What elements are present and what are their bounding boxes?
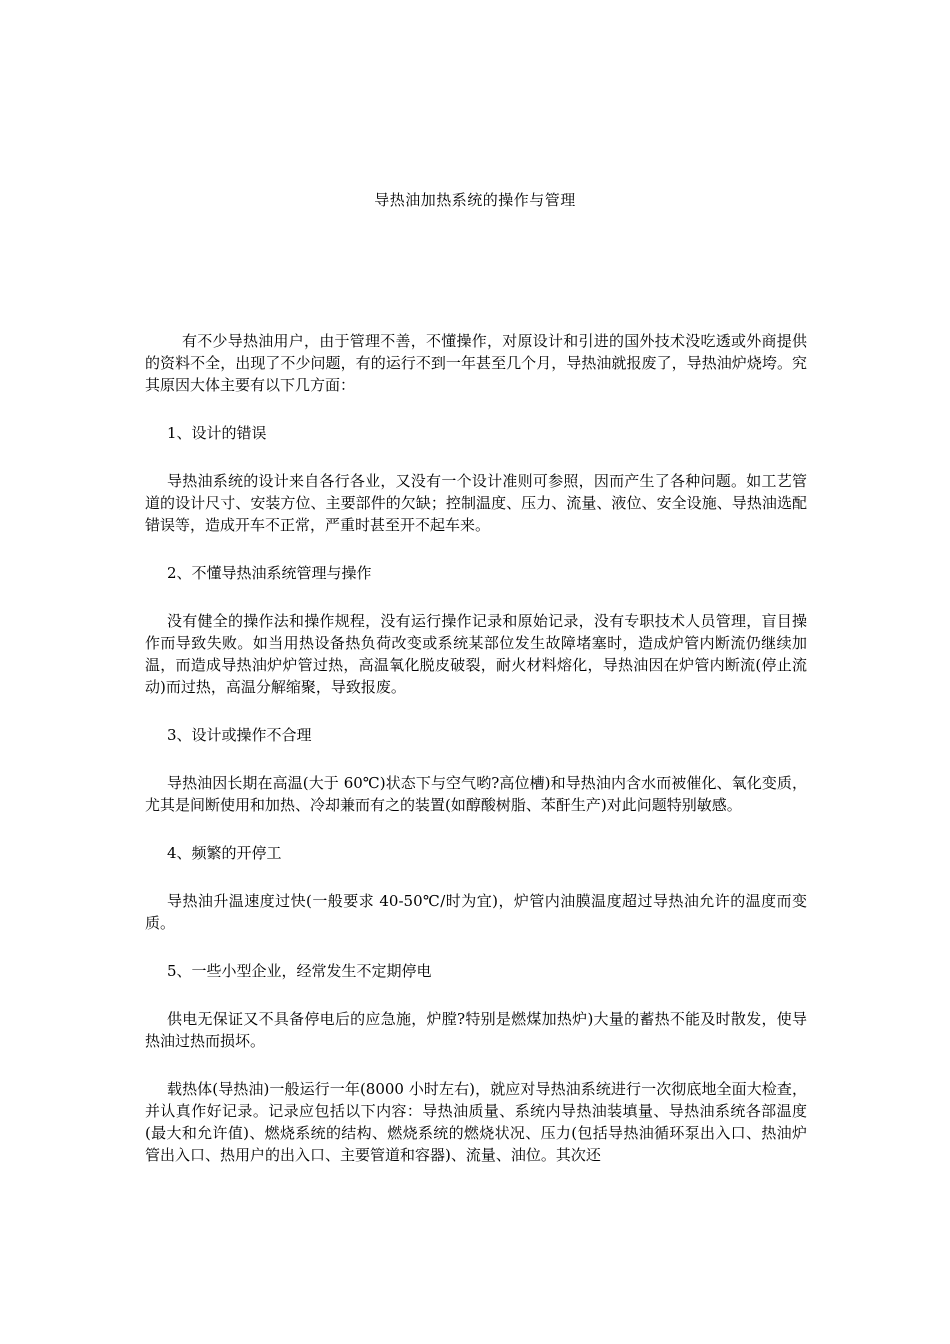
section-body-3: 导热油因长期在高温(大于 60℃)状态下与空气哟?高位槽)和导热油内含水而被催化、氧化变质，尤其是间断使用和加热、冷却兼而有之的装置(如醇酸树脂、苯酐生产)对此问题特别敏感。 bbox=[145, 774, 807, 814]
intro-paragraph: 有不少导热油用户，由于管理不善，不懂操作，对原设计和引进的国外技术没吃透或外商提供的资料不全，出现了不少问题，有的运行不到一年甚至几个月，导热油就报废了，导热油炉烧垮。究其原因大体主要有以下几方面： bbox=[145, 332, 807, 394]
closing-paragraph: 载热体(导热油)一般运行一年(8000 小时左右)，就应对导热油系统进行一次彻底地全面大检查，并认真作好记录。记录应包括以下内容：导热油质量、系统内导热油装填量、导热油系统各部温度(最大和允许值)、燃烧系统的结构、燃烧系统的燃烧状况、压力(包括导热油循环泵出入口、热油炉管出入口、热用户的出入口、主要管道和容器)、流量、油位。其次还 bbox=[145, 1080, 807, 1164]
section-body-2: 没有健全的操作法和操作规程，没有运行操作记录和原始记录，没有专职技术人员管理，盲目操作而导致失败。如当用热设备热负荷改变或系统某部位发生故障堵塞时，造成炉管内断流仍继续加温，而造成导热油炉炉管过热，高温氧化脱皮破裂，耐火材料熔化，导热油因在炉管内断流(停止流动)而过热，高温分解缩聚，导致报废。 bbox=[145, 612, 807, 696]
section-body-4: 导热油升温速度过快(一般要求 40-50℃/时为宜)，炉管内油膜温度超过导热油允许的温度而变质。 bbox=[145, 892, 807, 932]
section-body-5: 供电无保证又不具备停电后的应急施，炉膛?特别是燃煤加热炉)大量的蓄热不能及时散发，使导热油过热而损坏。 bbox=[145, 1010, 807, 1050]
section-heading-2: 2、不懂导热油系统管理与操作 bbox=[167, 564, 372, 582]
document-title: 导热油加热系统的操作与管理 bbox=[374, 191, 576, 209]
section-heading-3: 3、设计或操作不合理 bbox=[167, 726, 312, 744]
section-body-1: 导热油系统的设计来自各行各业，又没有一个设计准则可参照，因而产生了各种问题。如工艺管道的设计尺寸、安装方位、主要部件的欠缺；控制温度、压力、流量、液位、安全设施、导热油选配错误等，造成开车不正常，严重时甚至开不起车来。 bbox=[145, 472, 807, 534]
document-body bbox=[145, 330, 807, 1192]
section-heading-4: 4、频繁的开停工 bbox=[167, 844, 282, 862]
section-heading-5: 5、一些小型企业，经常发生不定期停电 bbox=[167, 962, 432, 980]
section-heading-1: 1、设计的错误 bbox=[167, 424, 267, 442]
